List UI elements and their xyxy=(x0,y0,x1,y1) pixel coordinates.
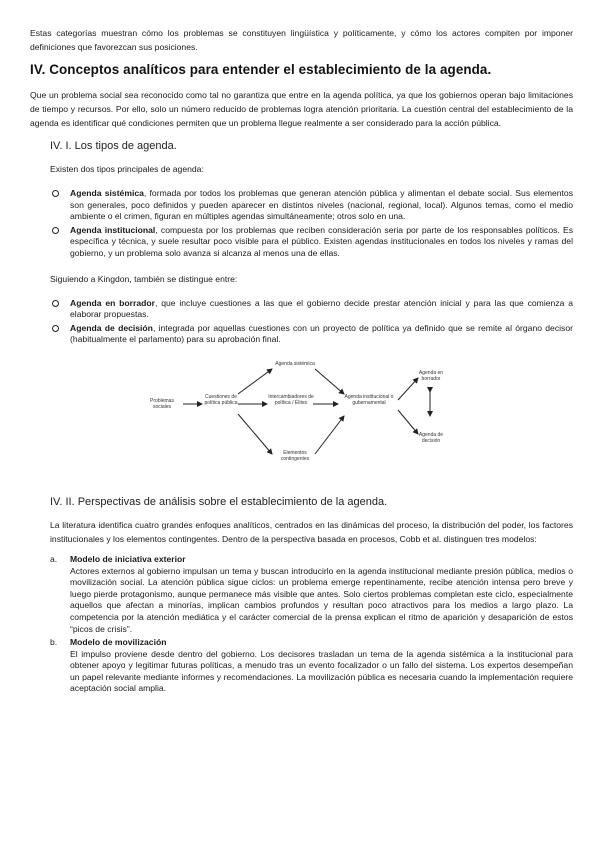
kingdon-lead: Siguiendo a Kingdon, también se distingue entre: xyxy=(50,273,238,284)
list-item-text: , compuesta por los problemas que reciben consideración seria por parte de los responsables políticos. Es específica y técnica, y suele resultar poco visible para el público. Existen agendas institucionales en todos los niveles y ramas del gobierno, y un problema solo avanza si alcanza al menos una de ellas. xyxy=(70,224,574,258)
kingdon-list xyxy=(50,298,573,346)
agenda-types-list xyxy=(50,188,573,260)
list-item-term: Agenda en borrador xyxy=(70,297,155,308)
document-page xyxy=(30,26,573,697)
list-marker: a. xyxy=(50,553,58,564)
arrow-line xyxy=(315,369,344,394)
intro-paragraph: Estas categorías muestran cómo los problemas se constituyen lingüística y políticamente, y cómo los actores compiten por imponer definiciones que favorezcan sus posiciones. xyxy=(30,28,573,52)
arrow-line xyxy=(398,410,418,434)
list-item-term: Agenda de decisión xyxy=(70,322,153,333)
model-text: Actores externos al gobierno impulsan un tema y buscan introducirlo en la agenda institucional mediante presión pública, medios o movilización social. La atención pública sigue ciclos: un problema emerge repentinamente, recibe atención intensa pero breve y luego pierde protagonismo, aunque permanece más visible que antes. Solo ciertos problemas completan este ciclo, especialmente aquellos que afectan a minorías, implican cambios profundos y resultan poco atractivos para los medios a largo plazo. La competencia por la atención mediática y el carácter comercial de la prensa explican el ritmo de aparición y desaparición de estos “picos de crisis”. xyxy=(70,565,573,634)
subsection-heading-1: IV. I. Los tipos de agenda. xyxy=(50,140,177,152)
section-heading: IV. Conceptos analíticos para entender el establecimiento de la agenda. xyxy=(30,62,492,77)
circle-bullet-icon xyxy=(52,325,59,332)
circle-bullet-icon xyxy=(52,190,59,197)
circle-bullet-icon xyxy=(52,300,59,307)
agenda-flow-diagram xyxy=(30,358,573,486)
arrow-line xyxy=(238,414,272,454)
list-item xyxy=(50,323,573,346)
list-item-text: , integrada por aquellas cuestiones con un proyecto de política ya definido que se remite al órgano decisor (habitualmente el parlamento) para su aprobación final. xyxy=(70,322,573,345)
agenda-types-lead: Existen dos tipos principales de agenda: xyxy=(50,164,204,174)
list-item-term: Agenda institucional xyxy=(70,224,156,235)
model-title: Modelo de movilización xyxy=(70,637,167,648)
diagram-node: Agenda en borrador xyxy=(418,369,444,382)
subsection-heading-2: IV. II. Perspectivas de análisis sobre el establecimiento de la agenda. xyxy=(50,495,388,508)
diagram-node: Elementos contingentes xyxy=(280,449,310,462)
list-marker: b. xyxy=(50,637,58,648)
list-item-term: Agenda sistémica xyxy=(70,188,144,198)
diagram-arrows xyxy=(30,358,573,486)
arrow-line xyxy=(315,416,344,454)
section-paragraph: Que un problema social sea reconocido como tal no garantiza que entre en la agenda política, ya que los gobiernos operan bajo limitaciones de tiempo y recursos. Por ello, solo un número reducido de problemas logra atención prioritaria. La cuestión central del establecimiento de la agenda es identificar qué condiciones permiten que un problema llegue realmente a ser considerado para la acción pública. xyxy=(30,90,573,128)
diagram-node: Agenda sistémica xyxy=(275,360,315,367)
diagram-node: Agenda de decisión xyxy=(418,431,444,444)
list-item xyxy=(50,225,573,260)
arrow-line xyxy=(238,369,272,394)
diagram-node: Cuestiones de política pública xyxy=(204,393,238,406)
list-item-text: , que incluye cuestiones a las que el gobierno decide prestar atención inicial y para las que comienza a elaborar propuestas. xyxy=(70,297,573,320)
list-item xyxy=(50,188,573,223)
list-item xyxy=(50,554,573,635)
diagram-node: Intercambiadores de política / Élites xyxy=(268,393,314,406)
model-title: Modelo de iniciativa exterior xyxy=(70,553,186,564)
perspectives-paragraph: La literatura identifica cuatro grandes enfoques analíticos, centrados en las dinámicas del proceso, la distribución del poder, los factores institucionales y los elementos contingentes. Dentro de la perspectiva basada en procesos, Cobb et al. distinguen tres modelos: xyxy=(50,519,573,544)
model-text: El impulso proviene desde dentro del gobierno. Los decisores trasladan un tema de la agenda sistémica a la institucional para obtener apoyo y legitimar futuras políticas, a menudo tras un evento focalizador o un fallo del sistema. Los expertos desempeñan un papel relevante mediante informes y recomendaciones. La movilización pública es necesaria cuando la implementación requiere aceptación social amplia. xyxy=(70,648,573,694)
list-item-text: , formada por todos los problemas que generan atención pública y alimentan el debate social. Sus elementos son generales, poco definidos y pueden aparecer en distintos niveles (nacional, regional, local). Algunos temas, como el medio ambiente o el crimen, figuran en múltiples agendas simultáneamente; otros solo en una. xyxy=(70,188,573,222)
diagram-node: Problemas sociales xyxy=(150,397,174,410)
list-item xyxy=(50,298,573,321)
circle-bullet-icon xyxy=(52,227,59,234)
diagram-node: Agenda institucional o gubernamental xyxy=(344,393,394,406)
list-item xyxy=(50,637,573,695)
models-list xyxy=(50,554,573,695)
